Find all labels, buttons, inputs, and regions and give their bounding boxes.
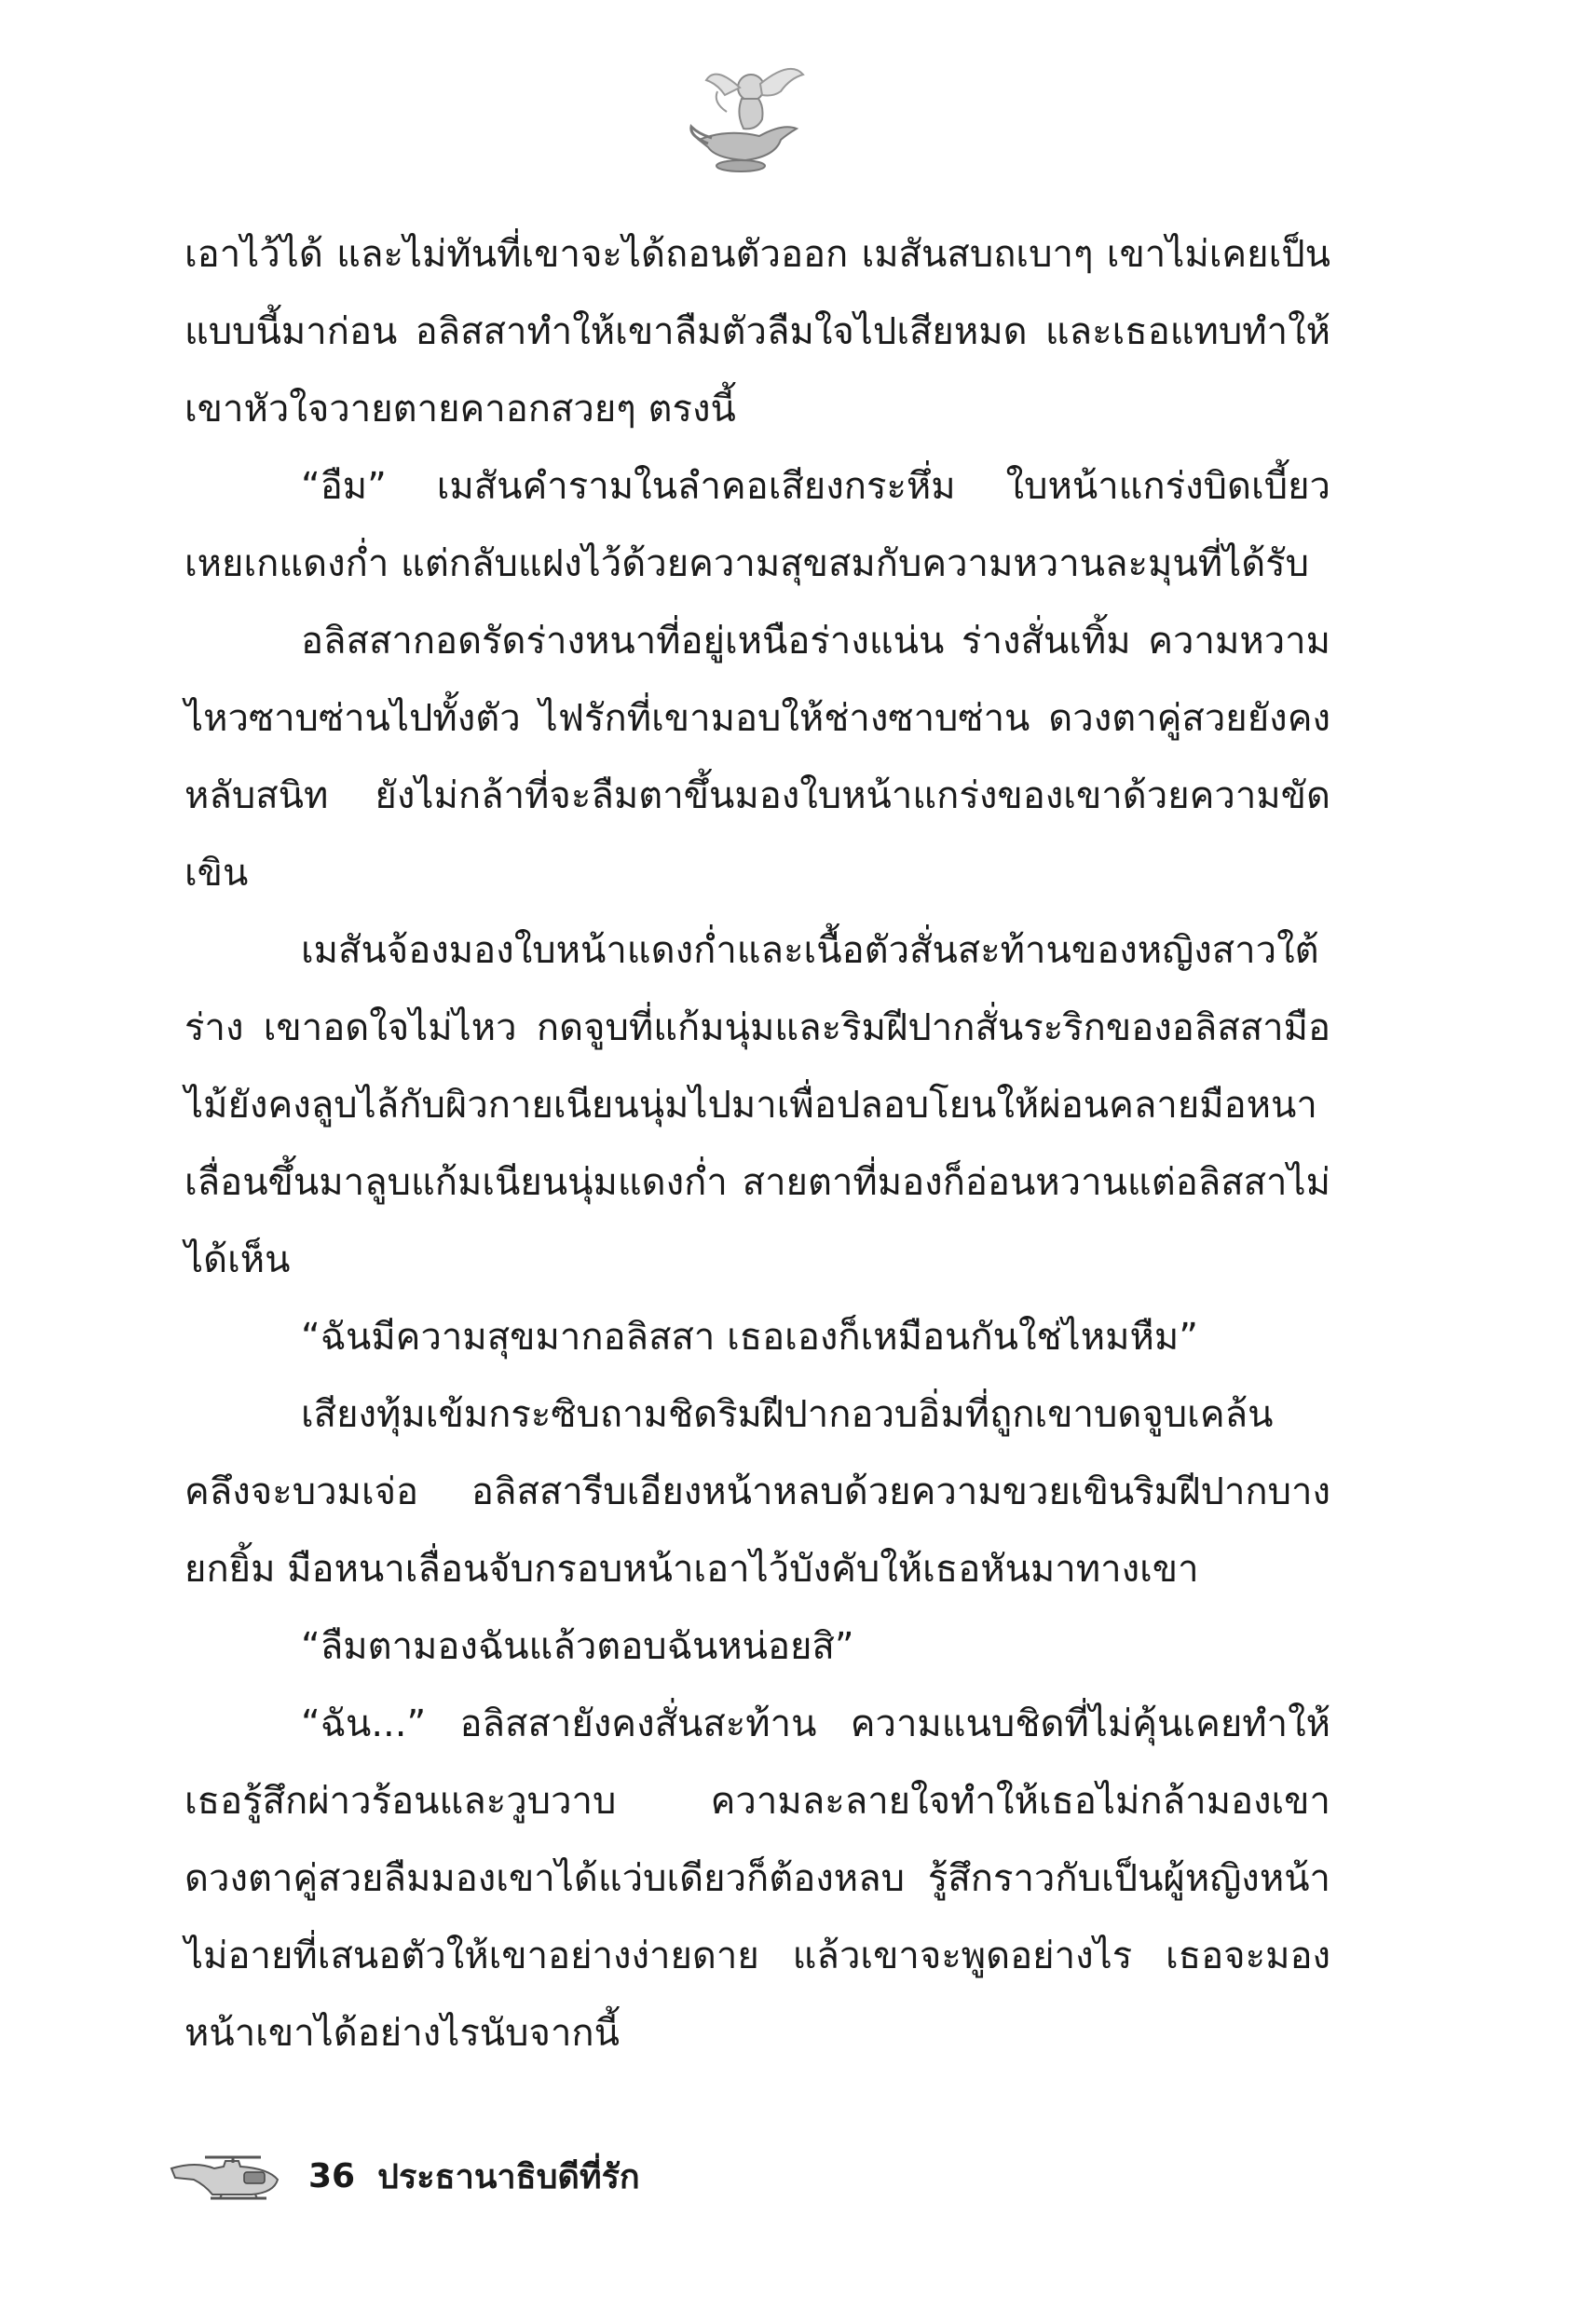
paragraph: เมสันจ้องมองใบหน้าแดงก่ำและเนื้อตัวสั่นสะท้านของหญิงสาวใต้ร่าง เขาอดใจไม่ไหว กดจูบที่แก้มนุ่มและริมฝีปากสั่นระริกของอลิสสามือไม้ยังคงลูบไล้กับผิวกายเนียนนุ่มไปมาเพื่อปลอบโยนให้ผ่อนคลายมือหนาเลื่อนขึ้นมาลูบแก้มเนียนนุ่มแดงก่ำ สายตาที่มองก็อ่อนหวานแต่อลิสสาไม่ได้เห็น (184, 929, 1330, 1281)
body-text (184, 216, 1330, 2072)
paragraph: “ฉันมีความสุขมากอลิสสา เธอเองก็เหมือนกันใช่ไหมหืม” (301, 1316, 1198, 1359)
cupid-genie-lamp-icon (671, 47, 820, 177)
paragraph: อลิสสากอดรัดร่างหนาที่อยู่เหนือร่างแน่น ร่างสั่นเทิ้ม ความหวามไหวซาบซ่านไปทั้งตัว ไฟรักที่เขามอบให้ช่างซาบซ่าน ดวงตาคู่สวยยังคงหลับสนิท ยังไม่กล้าที่จะลืมตาขึ้นมองใบหน้าแกร่งของเขาด้วยความขัดเขิน (184, 620, 1330, 895)
paragraph: “ฉัน...” อลิสสายังคงสั่นสะท้าน ความแนบชิดที่ไม่คุ้นเคยทำให้เธอรู้สึกผ่าวร้อนและวูบวาบ ความละลายใจทำให้เธอไม่กล้ามองเขาดวงตาคู่สวยลืมมองเขาได้แว่บเดียวก็ต้องหลบ รู้สึกราวกับเป็นผู้หญิงหน้าไม่อายที่เสนอตัวให้เขาอย่างง่ายดาย แล้วเขาจะพูดอย่างไร เธอจะมองหน้าเขาได้อย่างไรนับจากนี้ (184, 1702, 1330, 2055)
helicopter-icon (168, 2148, 284, 2204)
page-footer (168, 2143, 820, 2208)
paragraph: “ลืมตามองฉันแล้วตอบฉันหน่อยสิ” (301, 1625, 854, 1668)
book-title: ประธานาธิบดีที่รัก (377, 2157, 640, 2196)
paragraph: “อืม” เมสันคำรามในลำคอเสียงกระหึ่ม ใบหน้าแกร่งบิดเบี้ยวเหยเกแดงก่ำ แต่กลับแฝงไว้ด้วยความสุขสมกับความหวานละมุนที่ได้รับ (184, 465, 1330, 585)
paragraph: เสียงทุ้มเข้มกระซิบถามชิดริมฝีปากอวบอิ่มที่ถูกเขาบดจูบเคล้นคลึงจะบวมเจ่อ อลิสสารีบเอียงหน้าหลบด้วยความขวยเขินริมฝีปากบางยกยิ้ม มือหนาเลื่อนจับกรอบหน้าเอาไว้บังคับให้เธอหันมาทางเขา (184, 1393, 1330, 1591)
paragraph: เอาไว้ได้ และไม่ทันที่เขาจะได้ถอนตัวออก เมสันสบถเบาๆ เขาไม่เคยเป็นแบบนี้มาก่อน อลิสสาทำให้เขาลืมตัวลืมใจไปเสียหมด และเธอแทบทำให้เขาหัวใจวายตายคาอกสวยๆ ตรงนี้ (184, 233, 1330, 431)
page-number: 36 (308, 2156, 356, 2195)
